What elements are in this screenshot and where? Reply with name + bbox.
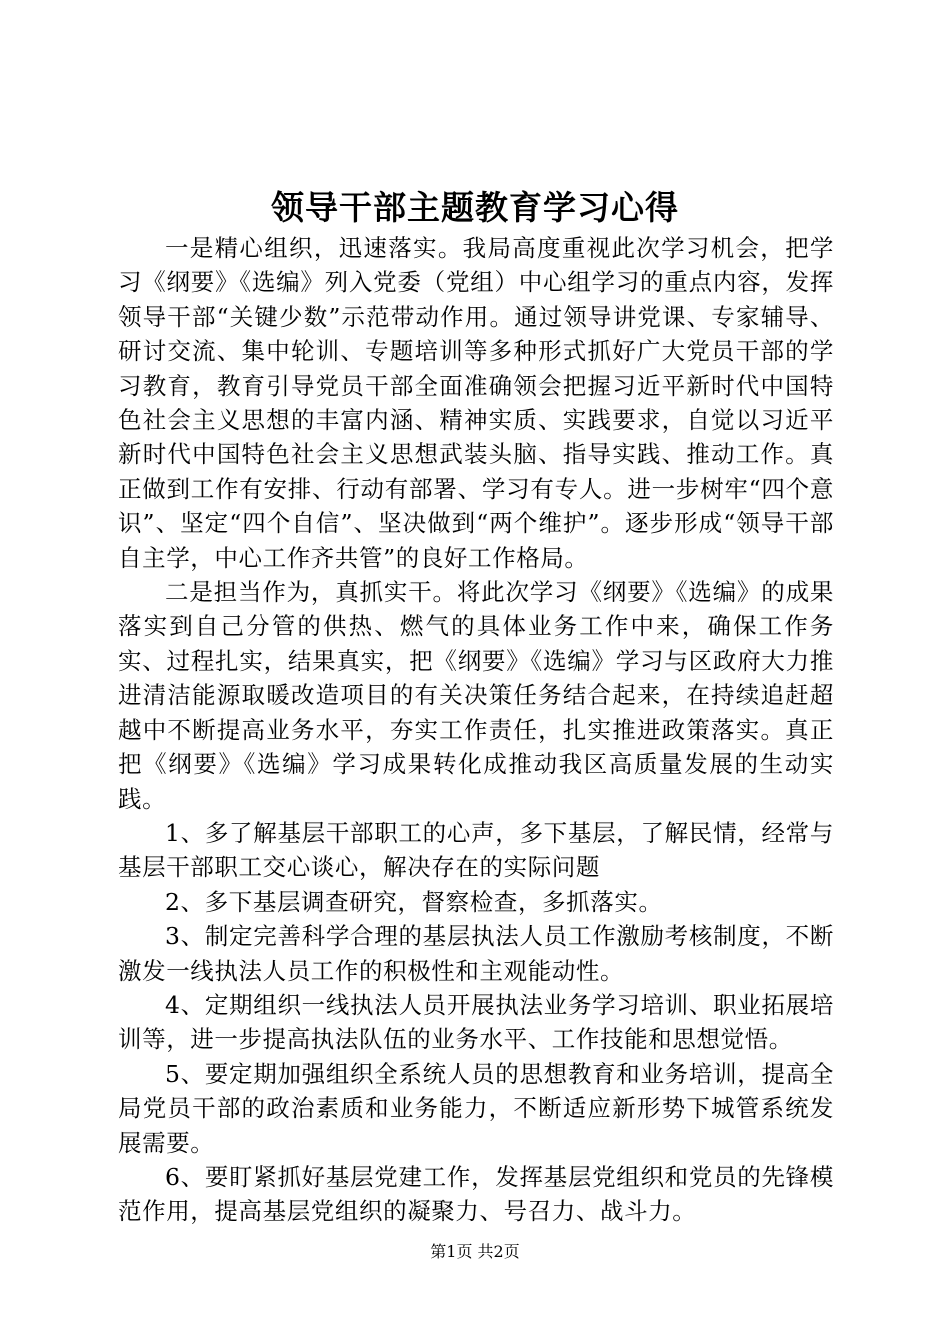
list-item-3: 3、制定完善科学合理的基层执法人员工作激励考核制度，不断激发一线执法人员工作的积极性和主观能动性。: [118, 922, 834, 985]
document-title: 领导干部主题教育学习心得: [271, 188, 679, 227]
list-item-2: 2、多下基层调查研究，督察检查，多抓落实。: [165, 887, 663, 916]
list-item-6: 6、要盯紧抓好基层党建工作，发挥基层党组织和党员的先锋模范作用，提高基层党组织的凝聚力、号召力、战斗力。: [118, 1162, 834, 1226]
paragraph-2: 二是担当作为，真抓实干。将此次学习《纲要》《选编》的成果落实到自己分管的供热、燃气的具体业务工作中来，确保工作务实、过程扎实，结果真实，把《纲要》《选编》学习与区政府大力推进清洁能源取暖改造项目的有关决策任务结合起来，在持续追赶超越中不断提高业务水平，夯实工作责任，扎实推进政策落实。真正把《纲要》《选编》学习成果转化成推动我区高质量发展的生动实践。: [118, 578, 834, 813]
page-footer: 第1页 共2页: [430, 1242, 520, 1261]
paragraph-1: 一是精心组织，迅速落实。我局高度重视此次学习机会，把学习《纲要》《选编》列入党委（党组）中心组学习的重点内容，发挥领导干部“关键少数”示范带动作用。通过领导讲党课、专家辅导、研讨交流、集中轮训、专题培训等多种形式抓好广大党员干部的学习教育，教育引导党员干部全面准确领会把握习近平新时代中国特色社会主义思想的丰富内涵、精神实质、实践要求，自觉以习近平新时代中国特色社会主义思想武装头脑、指导实践、推动工作。真正做到工作有安排、行动有部署、学习有专人。进一步树牢“四个意识”、坚定“四个自信”、坚决做到“两个维护”。逐步形成“领导干部自主学，中心工作齐共管”的良好工作格局。: [118, 234, 834, 572]
document-body: [118, 231, 834, 1229]
list-item-1: 1、多了解基层干部职工的心声，多下基层，了解民情，经常与基层干部职工交心谈心，解决存在的实际问题: [118, 818, 834, 882]
list-item-5: 5、要定期加强组织全系统人员的思想教育和业务培训，提高全局党员干部的政治素质和业务能力，不断适应新形势下城管系统发展需要。: [118, 1059, 834, 1157]
list-item-4: 4、定期组织一线执法人员开展执法业务学习培训、职业拓展培训等，进一步提高执法队伍的业务水平、工作技能和思想觉悟。: [118, 990, 834, 1054]
